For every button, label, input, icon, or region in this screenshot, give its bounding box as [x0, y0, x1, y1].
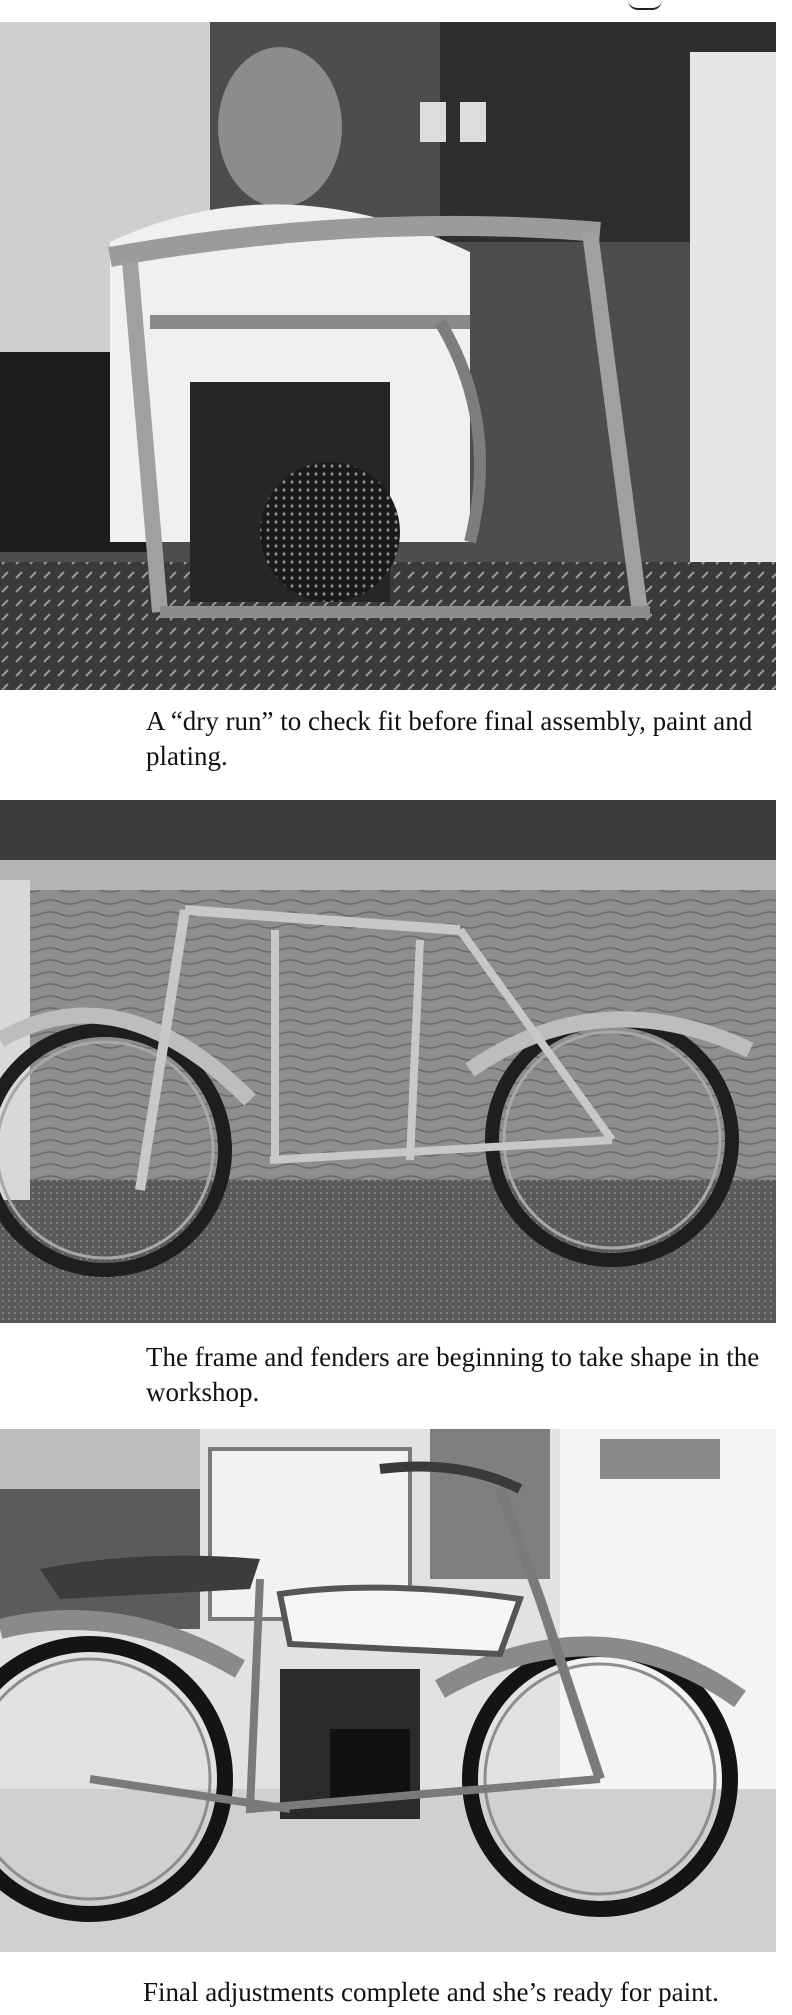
photo-caption: A “dry run” to check fit before final assembly, paint and plating. [146, 706, 753, 771]
photo-dry-run-illustration [0, 22, 776, 690]
photo-dry-run-fitting [0, 22, 776, 690]
photo-frame-and-fenders [0, 800, 776, 1323]
photo-caption: The frame and fenders are beginning to take shape in the workshop. [146, 1342, 760, 1407]
previous-page-text-fragment [628, 0, 662, 10]
photo-caption: Final adjustments complete and she’s ready for paint. [143, 1977, 719, 2007]
photo-motorcycle-illustration [0, 1429, 776, 1952]
photo-finished-motorcycle [0, 1429, 776, 1952]
photo-frame-illustration [0, 800, 776, 1323]
